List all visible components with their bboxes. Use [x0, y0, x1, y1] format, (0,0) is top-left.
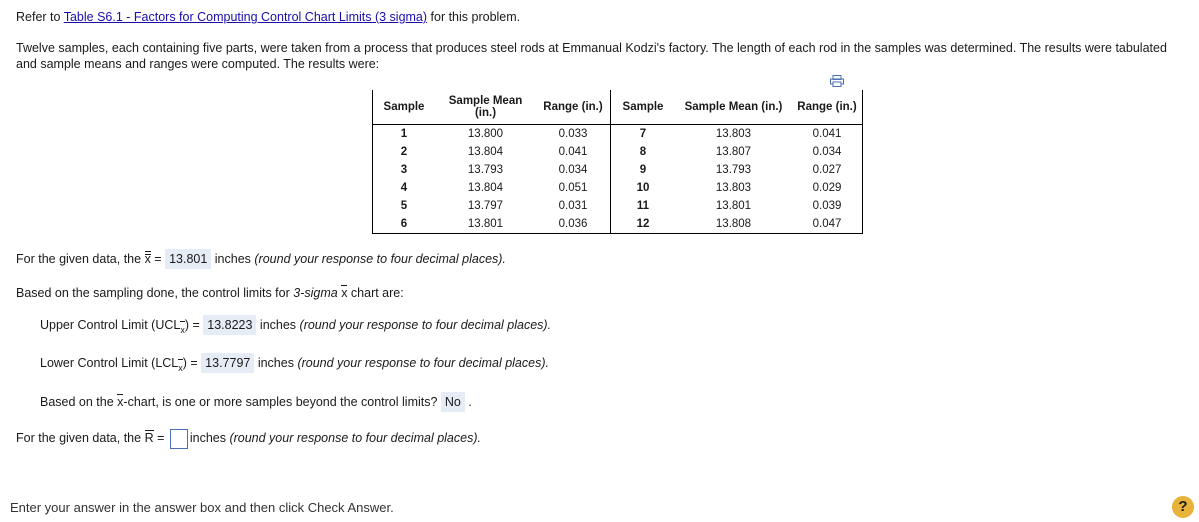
- cell-range: 0.033: [536, 125, 611, 144]
- table-row: [373, 143, 863, 161]
- beyond-end: .: [464, 395, 472, 409]
- cell-range: 0.051: [536, 179, 611, 197]
- col-header-sample-2: Sample: [611, 90, 676, 125]
- rbar-eq: =: [153, 431, 168, 445]
- rbar-unit: inches: [189, 431, 230, 445]
- samples-table: [372, 90, 863, 234]
- cell-sample: 12: [611, 215, 676, 234]
- ucl-sub-x-bar: x: [180, 320, 185, 340]
- cell-sample: 3: [373, 161, 436, 179]
- cell-mean: 13.804: [467, 146, 504, 158]
- col-header-sample: Sample: [373, 90, 436, 125]
- cell-range: 0.039: [792, 197, 863, 215]
- limits-intro-prefix: Based on the sampling done, the control limits for: [16, 286, 294, 300]
- cell-mean: 13.801: [435, 215, 536, 234]
- ucl-eq: ) =: [184, 318, 204, 332]
- cell-range: 0.034: [536, 161, 611, 179]
- lcl-answer: 13.7797: [201, 353, 254, 373]
- beyond-suffix: -chart, is one or more samples beyond the control limits?: [123, 395, 441, 409]
- limits-intro-line: [16, 283, 404, 303]
- cell-range: 0.034: [792, 143, 863, 161]
- cell-range: 0.027: [792, 161, 863, 179]
- xbarbar-answer: 13.801: [165, 249, 211, 269]
- xbarbar-note: (round your response to four decimal places).: [254, 252, 506, 266]
- lcl-unit: inches: [254, 356, 298, 370]
- cell-mean: 13.793: [715, 164, 752, 176]
- cell-sample: 7: [639, 128, 647, 140]
- cell-mean: 13.804: [467, 182, 504, 194]
- cell-range: 0.041: [536, 143, 611, 161]
- table-row: [373, 197, 863, 215]
- table-row: [373, 179, 863, 197]
- lcl-line: [40, 353, 549, 374]
- ucl-note: (round your response to four decimal places).: [299, 318, 552, 332]
- beyond-x-bar-symbol: x: [117, 392, 123, 412]
- cell-range: 0.036: [536, 215, 611, 234]
- cell-mean: 13.803: [715, 182, 752, 194]
- cell-range: 0.031: [536, 197, 611, 215]
- xbarbar-line: [16, 249, 506, 269]
- table-s6-1-link[interactable]: Table S6.1 - Factors for Computing Control Chart Limits (3 sigma): [63, 10, 428, 24]
- lcl-note: (round your response to four decimal places).: [297, 356, 549, 370]
- rbar-answer-input[interactable]: [170, 429, 188, 449]
- cell-mean: 13.803: [715, 128, 752, 140]
- intro-suffix: for this problem.: [427, 10, 521, 24]
- rbar-note: (round your response to four decimal places).: [229, 431, 481, 445]
- cell-sample: 8: [639, 146, 647, 158]
- help-icon[interactable]: ?: [1172, 496, 1194, 518]
- cell-sample: 5: [373, 197, 436, 215]
- cell-sample: 9: [639, 164, 647, 176]
- cell-sample: 4: [373, 179, 436, 197]
- intro-line: [16, 10, 520, 24]
- ucl-line: [40, 315, 551, 336]
- lcl-sub-x-bar: x: [178, 358, 183, 378]
- r-bar-symbol: R: [145, 428, 154, 448]
- intro-prefix: Refer to: [16, 10, 64, 24]
- col-header-range-2: Range (in.): [792, 90, 863, 125]
- cell-range: 0.041: [792, 125, 863, 144]
- xbarbar-prefix: For the given data, the: [16, 252, 145, 266]
- table-row: [373, 215, 863, 234]
- x-bar-symbol: x: [341, 283, 347, 303]
- col-header-mean: Sample Mean (in.): [435, 90, 536, 125]
- cell-sample: 1: [373, 125, 436, 144]
- ucl-unit: inches: [256, 318, 300, 332]
- print-icon[interactable]: [830, 75, 844, 87]
- col-header-mean-2: Sample Mean (in.): [675, 90, 792, 125]
- rbar-prefix: For the given data, the: [16, 431, 145, 445]
- cell-sample: 6: [373, 215, 436, 234]
- beyond-answer: No: [441, 392, 465, 412]
- xbarbar-eq: =: [150, 252, 166, 266]
- beyond-prefix: Based on the: [40, 395, 118, 409]
- cell-sample: 10: [636, 182, 650, 194]
- xbarbar-unit: inches: [211, 252, 255, 266]
- table-header-row: [373, 90, 863, 125]
- cell-mean: 13.800: [467, 128, 504, 140]
- cell-mean: 13.807: [715, 146, 752, 158]
- beyond-limits-line: [40, 392, 472, 412]
- table-row: [373, 161, 863, 179]
- cell-mean: 13.808: [675, 215, 792, 234]
- cell-mean: 13.801: [715, 200, 752, 212]
- col-header-range: Range (in.): [536, 90, 611, 125]
- rbar-line: [16, 428, 481, 449]
- ucl-label: Upper Control Limit (UCL: [40, 318, 181, 332]
- cell-sample: 2: [373, 143, 436, 161]
- cell-range: 0.047: [792, 215, 863, 234]
- footer-instructions: Enter your answer in the answer box and then click Check Answer.: [10, 500, 394, 515]
- lcl-eq: ) =: [182, 356, 202, 370]
- lcl-label: Lower Control Limit (LCL: [40, 356, 179, 370]
- cell-sample: 11: [636, 200, 650, 212]
- limits-intro-italic: 3-sigma: [293, 286, 338, 300]
- table-row: [373, 125, 863, 144]
- cell-mean: 13.797: [467, 200, 504, 212]
- limits-intro-suffix: chart are:: [347, 286, 404, 300]
- x-double-bar-symbol: x: [145, 249, 151, 269]
- ucl-answer: 13.8223: [203, 315, 256, 335]
- cell-mean: 13.793: [467, 164, 504, 176]
- cell-range: 0.029: [792, 179, 863, 197]
- problem-text: Twelve samples, each containing five parts, were taken from a process that produces steel rods at Emmanual Kodzi's factory. The length of each rod in the samples was determined. The results were tabulated and sample means and ranges were computed. The results were:: [16, 41, 1167, 71]
